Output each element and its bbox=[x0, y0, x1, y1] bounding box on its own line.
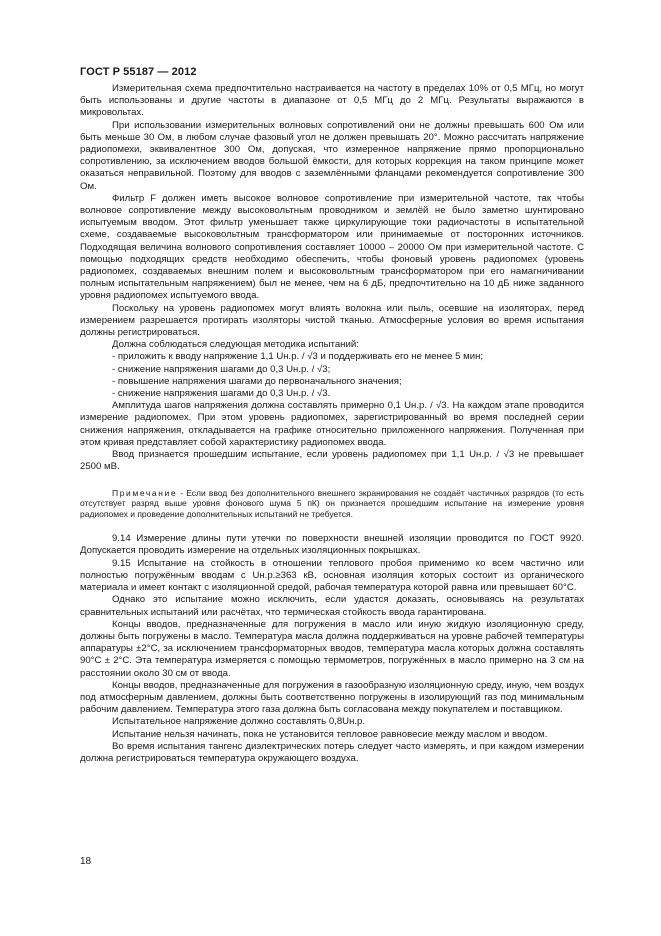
paragraph: При использовании измерительных волновых сопротивлений они не должны превышать 600 Ом или быть меньше 30 Ом, в любом случае фазовый угол не должен превышать 20°. Можно рассчитать напряжение радиопомехи, эквивалентное 300 Ом, допуская, что измеренное напряжение прямо пропорционально сопротивлению, за исключением вводов большой ёмкости, для которых коррекция на таком принципе может оказаться неправильной. Поэтому для вводов с заземлёнными фланцами рекомендуется сопротивление 300 Ом. bbox=[80, 119, 584, 192]
page-number: 18 bbox=[80, 856, 92, 867]
note-text: - Если ввод без дополнительного внешнего экранирования не создаёт частичных разрядов (то есть отсутствует разряд выше уровня фонового шума 5 пК) он признается прошедшим испытание на измерение уровня радиопомех и проведение дополнительных испытаний не требуется. bbox=[80, 487, 584, 519]
paragraph: Амплитуда шагов напряжения должна составлять примерно 0,1 Uн.р. / √3. На каждом этапе проводится измерение радиопомех. При этом уровень радиопомех, зарегистрированный во время последней серии снижения напряжения, откладывается на графике относительно приложенного напряжения. Полученная при этом кривая представляет собой характеристику радиопомех ввода. bbox=[80, 400, 584, 448]
paragraph: Концы вводов, предназначенные для погружения в газообразную изоляционную среду, иную, чем воздух под атмосферным давлением, должны быть соответственно погружены в изолирующий газ под минимальным рабочим давлением. Температура этого газа должна быть согласована между покупателем и поставщиком. bbox=[80, 679, 584, 716]
page-content bbox=[80, 83, 584, 765]
list-item: - приложить к вводу напряжение 1,1 Uн.р. / √3 и поддерживать его не менее 5 мин; bbox=[112, 351, 484, 363]
section-9-14: 9.14 Измерение длины пути утечки по поверхности внешней изоляции проводится по ГОСТ 9920. Допускается проводить измерение на отдельных изоляционных покрышках. bbox=[80, 533, 584, 557]
paragraph: Однако это испытание можно исключить, если удастся доказать, основываясь на результатах сравнительных испытаний или расчётах, что термическая стойкость ввода гарантирована. bbox=[80, 594, 584, 618]
paragraph: Во время испытания тангенс диэлектрических потерь следует часто измерять, и при каждом измерении должна регистрироваться температура окружающего воздуха. bbox=[80, 740, 584, 764]
paragraph: Концы вводов, предназначенные для погружения в масло или иную жидкую изоляционную среду, должны быть погружены в масло. Температура масла должна поддерживаться на уровне рабочей температуры аппаратуры ±2°С, за исключением трансформаторных вводов, температура масла которых должна составлять 90°С ± 2°С. Эта температура измеряется с помощью термометров, погружённых в масло примерно на 3 см на расстоянии около 30 см от ввода. bbox=[80, 618, 584, 679]
page-header: ГОСТ Р 55187 — 2012 bbox=[80, 66, 197, 78]
paragraph: Испытание нельзя начинать, пока не установится тепловое равновесие между маслом и вводом. bbox=[112, 728, 548, 740]
list-item: - повышение напряжения шагами до первоначального значения; bbox=[112, 375, 402, 387]
paragraph: Фильтр F должен иметь высокое волновое сопротивление при измерительной частоте, так чтобы волновое сопротивление между высоковольтным проводником и землёй не было заметно шунтировано испытуемым вводом. Этот фильтр уменьшает также циркулирующие токи радиочастоты в испытательной схеме, создаваемые высоковольтным трансформатором или принимаемые от посторонних источников. Подходящая величина волнового сопротивления составляет 10000 – 20000 Ом при измерительной частоте. С помощью подходящих средств необходимо обеспечить, чтобы фоновый уровень радиопомех (уровень радиопомех, создаваемых внешним полем и высоковольтным трансформатором при его намагничивании полным испытательным напряжением) был не менее, чем на 6 дБ, предпочтительно на 10 дБ ниже заданного уровня радиопомех испытуемого ввода. bbox=[80, 192, 584, 302]
paragraph: Должна соблюдаться следующая методика испытаний: bbox=[112, 339, 359, 351]
paragraph: Ввод признается прошедшим испытание, если уровень радиопомех при 1,1 Uн.р. / √3 не превышает 2500 мВ. bbox=[80, 449, 584, 473]
paragraph: Измерительная схема предпочтительно настраивается на частоту в пределах 10% от 0,5 МГц, но могут быть использованы и другие частоты в диапазоне от 0,5 МГц до 2 МГц. Результаты выражаются в микровольтах. bbox=[80, 83, 584, 119]
paragraph: Поскольку на уровень радиопомех могут влиять волокна или пыль, осевшие на изоляторах, перед измерением разрешается протирать изоляторы чистой тканью. Атмосферные условия во время испытания должны регистрироваться. bbox=[80, 302, 584, 339]
section-9-15: 9.15 Испытание на стойкость в отношении теплового пробоя применимо ко всем частично или полностью погружённым вводам с Uн.р.≥363 кВ, основная изоляция которых состоит из органического материала и имеет контакт с изоляционной средой, рабочая температура которой равна или превышает 60°С. bbox=[80, 557, 584, 594]
note-label: Примечание bbox=[112, 487, 178, 498]
list-item: - снижение напряжения шагами до 0,3 Uн.р. / √3. bbox=[112, 388, 331, 400]
note bbox=[80, 488, 584, 520]
paragraph: Испытательное напряжение должно составлять 0,8Uн.р. bbox=[112, 716, 366, 728]
list-item: - снижение напряжения шагами до 0,3 Uн.р. / √3; bbox=[112, 363, 331, 375]
